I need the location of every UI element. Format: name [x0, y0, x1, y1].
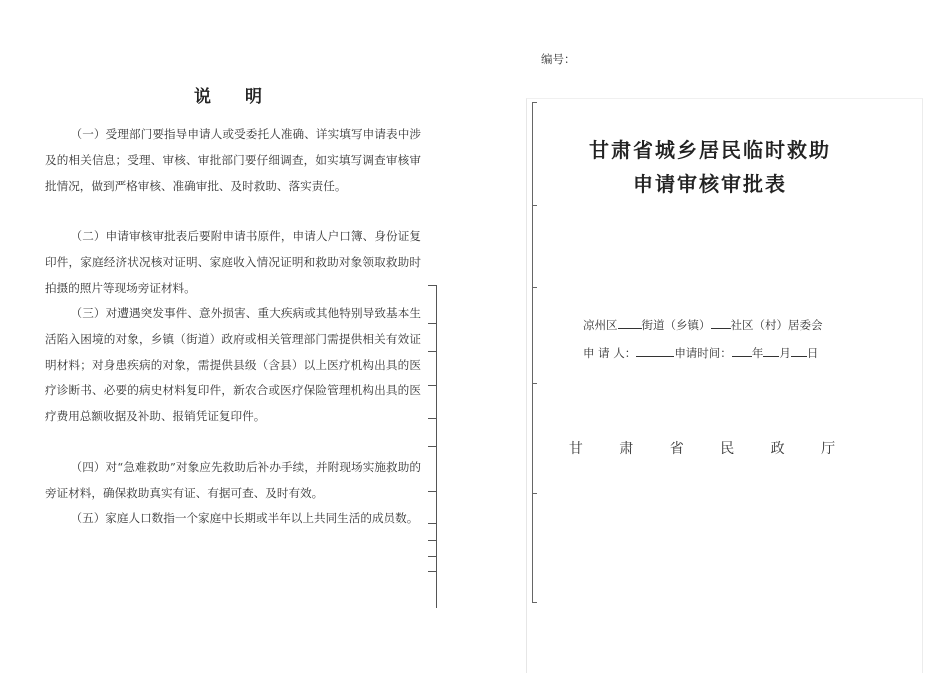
binding-tick	[428, 446, 437, 447]
binding-tick	[428, 418, 437, 419]
month-label: 月	[779, 346, 791, 360]
binding-tick	[532, 205, 537, 206]
street-blank[interactable]	[618, 316, 642, 329]
street-label: 街道（乡镇）	[641, 318, 711, 332]
binding-line-right	[532, 102, 533, 602]
serial-number-label: 编号：	[541, 52, 576, 66]
binding-tick	[428, 571, 437, 572]
binding-tick	[532, 602, 537, 603]
community-label: 社区（村）居委会	[730, 318, 823, 332]
binding-tick	[428, 323, 437, 324]
binding-tick	[428, 556, 437, 557]
binding-tick	[532, 383, 537, 384]
applicant-blank[interactable]	[636, 344, 674, 357]
explanation-paragraph-4: （四）对“急难救助”对象应先救助后补办手续，并附现场实施救助的旁证材料，确保救助真实有证、有据可查、及时有效。	[45, 460, 421, 500]
explanation-title: 说 明	[194, 87, 276, 107]
binding-tick	[532, 493, 537, 494]
district-label: 凉州区	[583, 318, 618, 332]
binding-tick	[428, 285, 437, 286]
explanation-paragraph-5: （五）家庭人口数指一个家庭中长期或半年以上共同生活的成员数。	[70, 511, 419, 525]
explanation-paragraph-3: （三）对遭遇突发事件、意外损害、重大疾病或其他特别导致基本生活陷入困境的对象，乡镇（街道）政府或相关管理部门需提供相关有效证明材料；对身患疾病的对象，需提供县级（含县）以上医疗机构出具的医疗诊断书、必要的病史材料复印件，新农合或医疗保险管理机构出具的医疗费用总额收据及补助、报销凭证复印件。	[45, 306, 421, 424]
month-blank[interactable]	[763, 344, 779, 357]
applicant-line	[583, 344, 818, 361]
binding-tick	[428, 523, 437, 524]
explanation-paragraph-2: （二）申请审核审批表后要附申请书原件，申请人户口簿、身份证复印件，家庭经济状况核对证明、家庭收入情况证明和救助对象领取救助时拍摄的照片等现场旁证材料。	[45, 229, 421, 295]
issuing-department: 甘 肃 省 民 政 厅	[568, 441, 852, 457]
binding-tick	[428, 385, 437, 386]
application-time-label: 申请时间：	[674, 346, 732, 360]
binding-tick	[532, 287, 537, 288]
year-label: 年	[751, 346, 764, 360]
binding-tick	[428, 351, 437, 352]
cover-title-line-1: 甘肃省城乡居民临时救助	[589, 138, 831, 162]
binding-tick	[532, 102, 537, 103]
binding-tick	[428, 540, 437, 541]
explanation-paragraph-1: （一）受理部门要指导申请人或受委托人准确、详实填写申请表中涉及的相关信息；受理、审核、审批部门要仔细调查，如实填写调查审核审批情况，做到严格审核、准确审批、及时救助、落实责任。	[45, 127, 421, 193]
cover-title-line-2: 申请审核审批表	[633, 172, 787, 196]
community-blank[interactable]	[711, 316, 731, 329]
binding-tick	[428, 491, 437, 492]
year-blank[interactable]	[732, 344, 752, 357]
address-line	[583, 316, 823, 333]
day-blank[interactable]	[791, 344, 807, 357]
day-label: 日	[806, 346, 819, 360]
applicant-label: 申 请 人：	[583, 346, 637, 360]
